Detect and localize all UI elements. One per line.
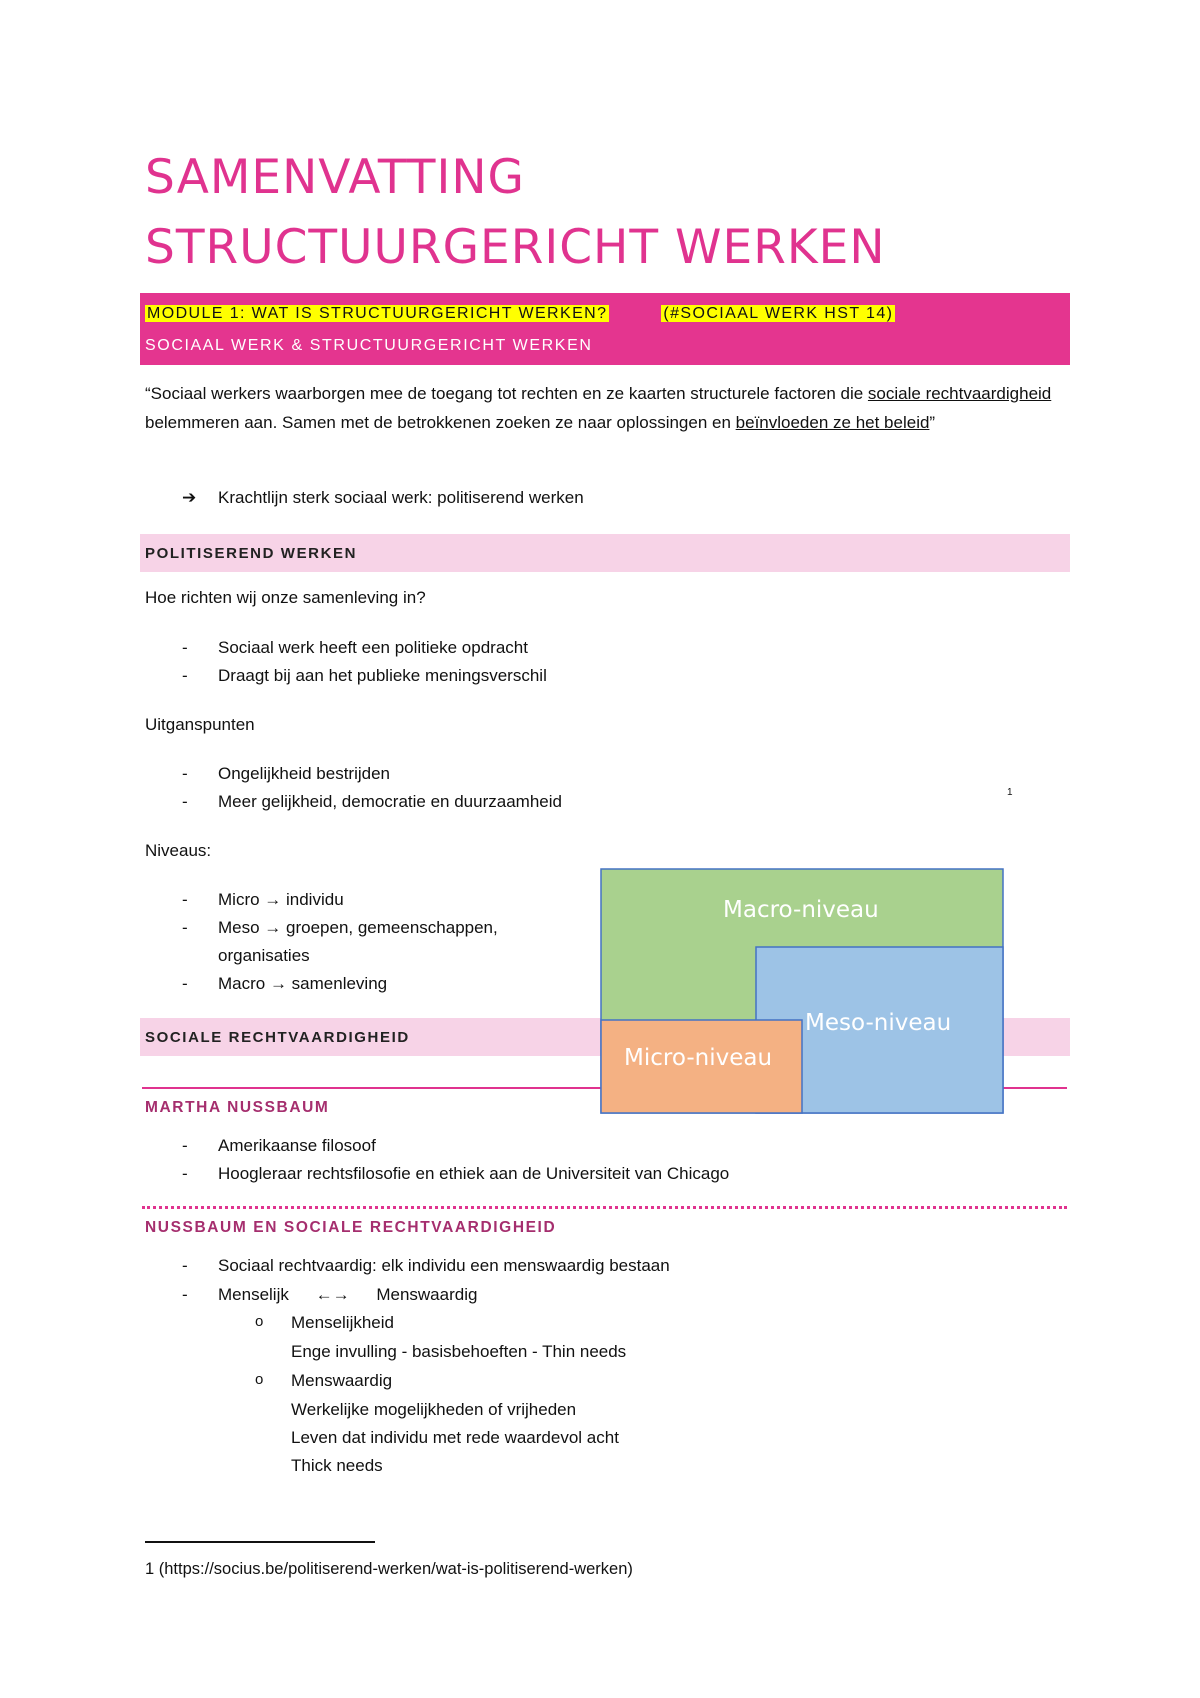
module-heading [145, 305, 895, 323]
document-page: SAMENVATTING STRUCTUURGERICHT WERKEN MODULE 1: WAT IS STRUCTUURGERICHT WERKEN? (#SOCIAAL WERK HST 14) SOCIAAL WERK & STRUCTUURGERICHT WERKEN “Sociaal werkers waarborgen mee de toegang tot rechten en ze kaarten structurele factoren die sociale rechtvaardigheid belemmeren aan. Samen met de betrokkenen zoeken ze naar oplossingen en beïnvloeden ze het beleid” ➔ Krachtlijn sterk sociaal werk: politiserend werken POLITISEREND WERKEN Hoe richten wij onze samenleving in? - Sociaal werk heeft een politieke opdracht - Draagt bij aan het publieke meningsverschil Uitganspunten - Ongelijkheid bestrijden - Meer gelijkheid, democratie en duurzaamheid 1 Niveaus: - Micro → individu - Meso → groepen, gemeenschappen, organisaties - Macro → samenleving SOCIALE RECHTVAARDIGHEID MARTHA NUSSBAUM - Amerikaanse filosoof - Hoogleraar rechtsfilosofie en ethiek aan de Universiteit van Chicago NUSSBAUM EN SOCIALE RECHTVAARDIGHEID - Sociaal rechtvaardig: elk individu een menswaardig bestaan - Menselijk ←→ Menswaardig o Menselijkheid Enge invulling - basisbehoeften - Thin needs o Menswaardig Werkelijke mogelijkheden of vrijheden Leven dat individu met rede waardevol acht Thick needs Macro-niveau Meso-niveau Micro-niveau 1 (https://socius.be/politiserend-werken/wat-is-politiserend-werken) [0, 0, 1200, 1698]
footnote-text: 1 (https://socius.be/politiserend-werken/wat-is-politiserend-werken) [145, 1560, 633, 1578]
quote-underlined-1: sociale rechtvaardigheid [867, 384, 1052, 403]
title-line-1: SAMENVATTING [145, 150, 525, 205]
circle-bullet-icon: o [255, 1313, 264, 1330]
subheading-nussbaum-sociale: NUSSBAUM EN SOCIALE RECHTVAARDIGHEID [145, 1219, 557, 1236]
list-item: Micro → individu [218, 890, 344, 909]
subheading-nussbaum: MARTHA NUSSBAUM [145, 1099, 330, 1116]
sublist-desc: Enge invulling - basisbehoeften - Thin needs [291, 1342, 627, 1361]
list-item: Sociaal rechtvaardig: elk individu een menswaardig bestaan [218, 1256, 670, 1275]
subheading-rule-dotted [142, 1206, 1067, 1209]
circle-bullet-icon: o [255, 1371, 264, 1388]
document-title [145, 143, 886, 283]
footnote-ref: 1 [1007, 787, 1013, 798]
macro-level-label: Macro-niveau [723, 897, 879, 923]
list-item: Ongelijkheid bestrijden [218, 764, 390, 783]
niveaus-diagram [600, 868, 1004, 1114]
arrow-item-text: Krachtlijn sterk sociaal werk: politiserend werken [218, 488, 584, 507]
sublist-title: Menselijkheid [291, 1313, 394, 1332]
section-heading-sociale: SOCIALE RECHTVAARDIGHEID [145, 1029, 410, 1046]
micro-level-label: Micro-niveau [624, 1045, 773, 1071]
uitgangspunten-label: Uitganspunten [145, 715, 255, 734]
list-item: Meso → groepen, gemeenschappen, [218, 918, 498, 937]
list-item: Macro → samenleving [218, 974, 388, 993]
sublist-title: Menswaardig [291, 1371, 393, 1390]
question-text: Hoe richten wij onze samenleving in? [145, 588, 426, 607]
list-item: Draagt bij aan het publieke meningsverschil [218, 666, 547, 685]
sublist-desc: Thick needs [291, 1456, 383, 1475]
arrow-bullet-icon: ➔ [182, 488, 197, 507]
list-item: Hoogleraar rechtsfilosofie en ethiek aan de Universiteit van Chicago [218, 1164, 730, 1183]
footnote-rule [145, 1541, 375, 1543]
section-heading-politiserend: POLITISEREND WERKEN [145, 545, 358, 562]
list-item: Sociaal werk heeft een politieke opdracht [218, 638, 528, 657]
list-item: Meer gelijkheid, democratie en duurzaamheid [218, 792, 562, 811]
niveaus-label: Niveaus: [145, 841, 212, 860]
list-item: Amerikaanse filosoof [218, 1136, 376, 1155]
module-title: MODULE 1: WAT IS STRUCTUURGERICHT WERKEN? [147, 305, 608, 322]
meso-level-label: Meso-niveau [805, 1010, 952, 1036]
list-item-continuation: organisaties [218, 946, 310, 965]
definition-quote: “Sociaal werkers waarborgen mee de toegang tot rechten en ze kaarten structurele factoren die sociale rechtvaardigheid belemmeren aan. Samen met de betrokkenen zoeken ze naar oplossingen en beïnvloeden ze het beleid” [145, 384, 1052, 432]
sublist-desc: Leven dat individu met rede waardevol acht [291, 1428, 619, 1447]
sublist-desc: Werkelijke mogelijkheden of vrijheden [291, 1400, 577, 1419]
list-item: Menselijk ←→ Menswaardig [218, 1285, 478, 1304]
module-subtitle: SOCIAAL WERK & STRUCTUURGERICHT WERKEN [145, 337, 593, 354]
double-arrow-icon: ←→ [315, 1285, 350, 1304]
module-tag: (#SOCIAAL WERK HST 14) [663, 305, 894, 322]
quote-underlined-2: beïnvloeden ze het beleid [735, 412, 930, 432]
title-line-2: STRUCTUURGERICHT WERKEN [145, 220, 886, 275]
